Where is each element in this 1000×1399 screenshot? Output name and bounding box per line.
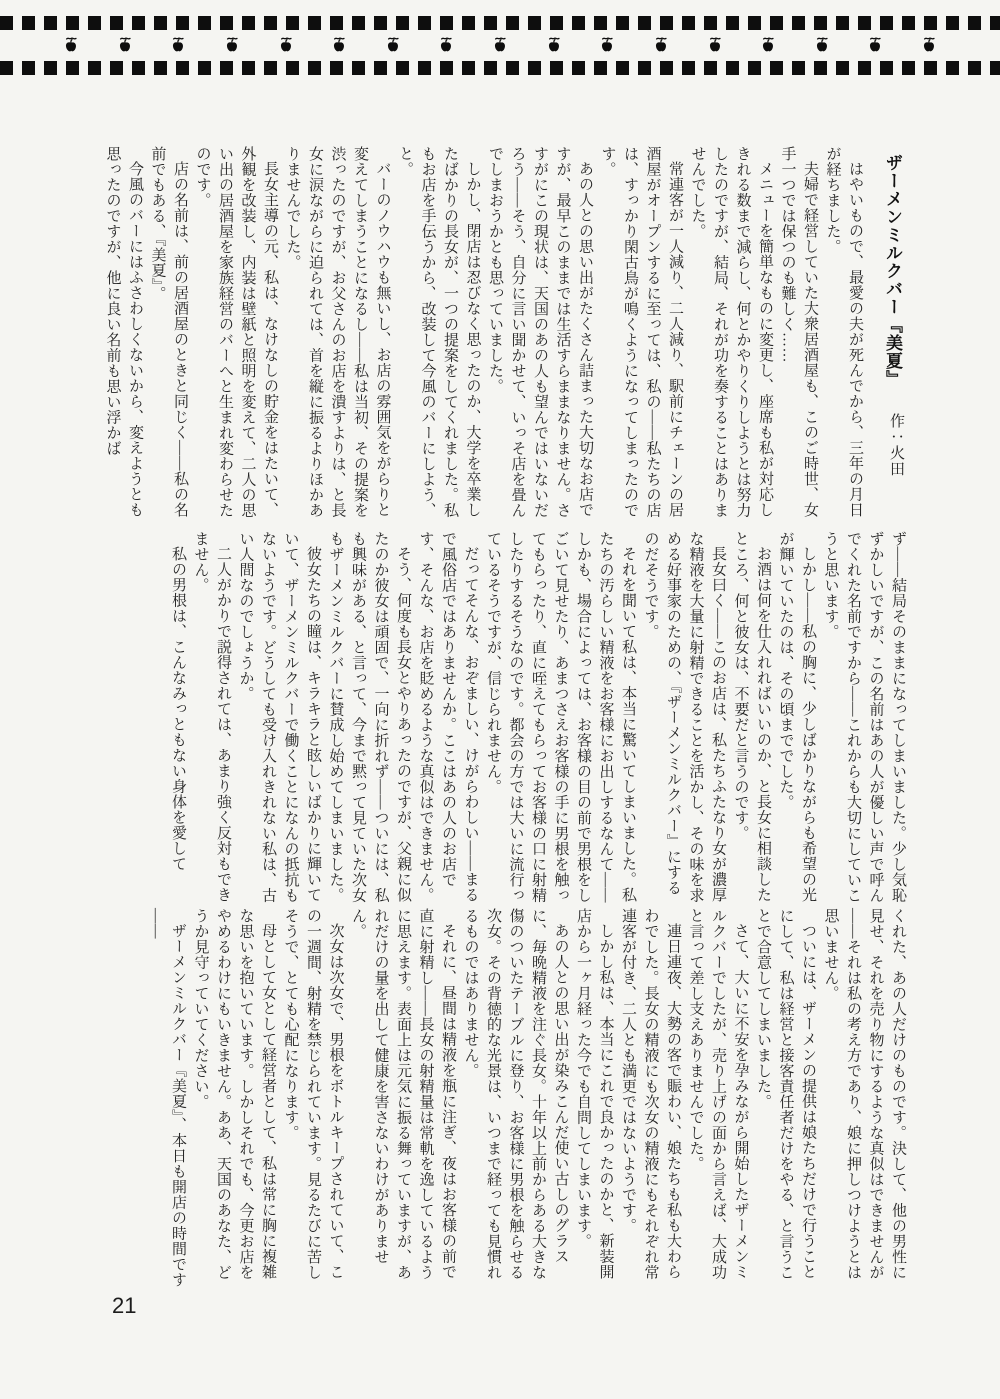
story-paragraph: 長女主導の元、私は、なけなしの貯金をはたいて、外観を改装し、内装は壁紙と照明を変えて、二人の思い出の居酒屋を家族経営のバーへと生まれ変わらせたのです。: [194, 146, 278, 518]
story-paragraph: お酒は何を仕入れればいいのか、と長女に相談したところ、何と彼女は、不要だと言うのです。: [732, 531, 771, 903]
story-paragraph: そう、何度も長女とやりあったのですが、父親に似たのか彼女は頑固で、一向に折れず――ついには、私も興味がある、と言って、今まで黙って見ていた次女もザーメンミルクバーに賛成し始めてしまいました。: [327, 531, 411, 903]
apple-ornament-icon: [116, 34, 134, 56]
apple-ornament-icon: [813, 34, 831, 56]
apple-ornament-icon: [169, 34, 187, 56]
story-paragraph: 今風のバーにはふさわしくないから、変えようとも思ったのですが、他に良い名前も思い浮かば: [104, 146, 143, 518]
apple-ornament-icon: [920, 34, 938, 56]
apple-ornament-icon: [866, 34, 884, 56]
story-section-3: [99, 908, 909, 1290]
story-paragraph: しかし――私の胸に、少しばかりながらも希望の光が輝いていたのは、その頃まででした。: [777, 531, 816, 903]
story-paragraph: ついには、ザーメンの提供は娘たちだけで行うことにして、私は経営と接客責任者だけをやる、と言うことで合意してしまいました。: [755, 908, 816, 1280]
apple-ornament-icon: [384, 34, 402, 56]
filmstrip-squares-top: [0, 16, 1000, 30]
author-credit: 作：火田: [888, 413, 904, 477]
story-paragraph: それを聞いて私は、本当に驚いてしまいました。私たちの汚らしい精液をお客様にお出しするなんて――しかも、場合によっては、お客様の目の前で男根をしごいて見せたり、あまつさえお客様の手に男根を触ってもらったり、直に咥えてもらってお客様の口に射精したりするそうなのです。都会の方では大いに流行っているそうですが、信じられません。: [485, 531, 636, 903]
story-paragraph: しかし私は、本当にこれで良かったのかと、新装開店から一ヶ月経った今でも自問してしまいます。: [575, 908, 614, 1280]
story-paragraph: 母として女として経営者として、私は常に胸に複雑な思いを抱いています。しかしそれでも、今更お店をやめるわけにもいきません。ああ、天国のあなた、どうか見守っていてください。: [192, 908, 276, 1280]
apple-ornament-icon: [223, 34, 241, 56]
apple-ornament-icon: [277, 34, 295, 56]
apple-ornament-icon: [598, 34, 616, 56]
story-paragraph: 店の名前は、前の居酒屋のときと同じく――私の名前でもある、『美夏』。: [149, 146, 188, 518]
story-paragraph: 彼女たちの瞳は、キラキラと眩しいばかりに輝いていて、ザーメンミルクバーで働くことになんの抵抗もないようです。どうしても受け入れきれない私は、古い人間なのでしょうか。: [237, 531, 321, 903]
story-paragraph: さて、大いに不安を孕みながら開始したザーメンミルクバーでしたが、売り上げの面から言えば、大成功と言って差し支えありませんでした。: [687, 908, 749, 1280]
decorative-border: [0, 0, 1000, 92]
story-paragraph: しかし、閉店は忍びなく思ったのか、大学を卒業したばかりの長女が、一つの提案をしてくれました。私もお店を手伝うから、改装して今風のバーにしよう、と。: [397, 146, 481, 518]
story-paragraph: それに、昼間は精液を瓶に注ぎ、夜はお客様の前で直に射精し――長女の射精量は常軌を逸しているように思えます。表面上は元気に振る舞っていますが、あれだけの量を出して健康を害さないわけがありません。: [350, 908, 456, 1280]
story-paragraph: あの人との思い出が染みこんだ使い古しのグラスに、毎晩精液を注ぐ長女。十年以上前からある大きな傷のついたテーブルに登り、お客様に男根を触らせる次女。その背徳的な光景は、いつまで経っても見慣れるものではありません。: [462, 908, 569, 1280]
story-paragraph: 二人がかりで説得されては、あまり強く反対もできません。: [192, 531, 231, 903]
apple-ornament-icon: [759, 34, 777, 56]
story-paragraph: 長女曰く――このお店は、私たちふたなり女が濃厚な精液を大量に射精できることを活かし、その味を求める好事家のための、『ザーメンミルクバー』にするのだそうです。: [642, 531, 726, 903]
story-section-1: [101, 146, 866, 524]
filmstrip-squares-bottom: [0, 61, 1000, 75]
apple-ornament-icon: [437, 34, 455, 56]
apple-ornament-icon: [62, 34, 80, 56]
story-paragraph: だってそんな、おぞましい、けがらわしい――まるで風俗店ではありませんか。ここはあの人のお店です、そんな、お店を貶めるような真似はできません。: [417, 531, 479, 903]
story-paragraph: メニューを簡単なものに変更し、座席も私が対応しきれる数まで減らし、何とかやりくりしようとは努力したのですが、結局、それが功を奏することはありませんでした。: [689, 146, 773, 518]
apple-ornament-icon: [652, 34, 670, 56]
apple-ornament-icon: [706, 34, 724, 56]
ornament-row: [0, 31, 1000, 59]
page-title: ザーメンミルクバー『美夏』: [883, 154, 902, 388]
apple-ornament-icon: [330, 34, 348, 56]
page-number: 21: [112, 1293, 137, 1318]
story-paragraph: 夫婦で経営していた大衆居酒屋も、このご時世、女手一つでは保つのも難しく……: [779, 146, 818, 518]
story-paragraph: 常連客が一人減り、二人減り、駅前にチェーンの居酒屋がオープンするに至っては、私の――私たちの店は、すっかり閑古鳥が鳴くようになってしまったのです。: [599, 146, 683, 518]
apple-ornament-icon: [491, 34, 509, 56]
story-paragraph: 次女は次女で、男根をボトルキープされていて、この一週間、射精を禁じられています。見るたびに苦しそうで、とても心配になります。: [282, 908, 344, 1280]
apple-ornament-icon: [545, 34, 563, 56]
story-paragraph: バーのノウハウも無いし、お店の雰囲気をがらりと変えてしまうことになるし――私は当初、その提案を渋ったのですが、お父さんのお店を潰すよりは、と長女に涙ながらに迫られては、首を縦に振るよりほかありませんでした。: [284, 146, 391, 518]
story-paragraph: あの人との思い出がたくさん詰まった大切なお店ですが、最早このままでは生活すらままなりません。さすがにこの現状は、天国のあの人も望んではいないだろう――そう、自分に言い聞かせて、いっそ店を畳んでしまおうかとも思っていました。: [487, 146, 593, 518]
story-paragraph: ず――結局そのままになってしまいました。少し気恥ずかしいですが、この名前はあの人が優しい声で呼んでくれた名前ですから――これからも大切にしていこうと思います。: [822, 531, 906, 903]
story-paragraph: くれた、あの人だけのものです。決して、他の男性に見せ、それを売り物にするような真似はできませんが――それは私の考え方であり、娘に押しつけようとは思いません。: [822, 908, 906, 1280]
story-paragraph: 連日連夜、大勢の客で賑わい、娘たちも私も大わらわでした。長女の精液にも次女の精液にもそれぞれ常連客が付き、二人とも満更ではないようです。: [620, 908, 681, 1280]
story-section-2: [99, 531, 909, 909]
story-paragraph: はやいもので、最愛の夫が死んでから、三年の月日が経ちました。: [824, 146, 863, 518]
story-paragraph: ザーメンミルクバー『美夏』、本日も開店の時間です――: [147, 908, 186, 1288]
story-paragraph: 私の男根は、こんなみっともない身体を愛して: [170, 546, 186, 872]
